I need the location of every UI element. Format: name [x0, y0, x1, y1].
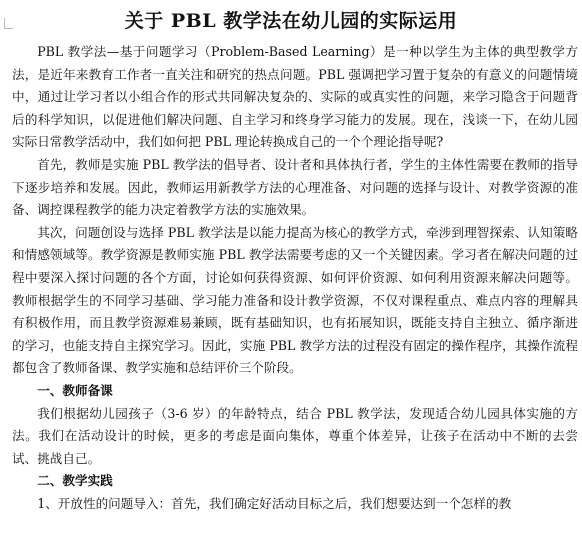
paragraph-intro: PBL 教学法—基于问题学习（Problem-Based Learning）是一种以学生为主体的典型教学方法，是近年来教育工作者一直关注和研究的热点问题。PBL 强调把学习置于复杂的有意义的问题情境中，通过让学习者以小组合作的形式共同解决复杂的、实际的或真实性的问题，来学习隐含于问题背后的科学知识，以促进他们解决问题、自主学习和终身学习能力的发展。现在，浅谈一下，在幼儿园实际日常教学活动中，我们如何把 PBL 理论转换成自己的一个个理论指导呢?	[12, 44, 578, 150]
paragraph-teaching-practice: 1、开放性的问题导入：首先，我们确定好活动目标之后，我们想要达到一个怎样的教	[37, 495, 512, 511]
document-body	[12, 41, 578, 515]
section-heading-teaching-practice: 二、教学实践	[37, 473, 113, 489]
section-heading-lesson-prep: 一、教师备课	[37, 382, 113, 398]
paragraph-second: 其次，问题创设与选择 PBL 教学法是以能力提高为核心的教学方式，牵涉到理智探索、认知策略和情感领域等。教学资源是教师实施 PBL 教学法需要考虑的又一个关键因素。学习者在解决问题的过程中要深入探讨问题的各个方面，讨论如何获得资源、如何评价资源、如何利用资源来解决问题等。教师根据学生的不同学习基础、学习能力准备和设计教学资源，不仅对课程重点、难点内容的理解具有积极作用，而且教学资源难易兼顾，既有基础知识，也有拓展知识，既能支持自主独立、循序渐进的学习，也能支持自主探究学习。因此，实施 PBL 教学方法的过程没有固定的操作程序，其操作流程都包含了教师备课、教学实施和总结评价三个阶段。	[12, 224, 578, 376]
paragraph-first: 首先，教师是实施 PBL 教学法的倡导者、设计者和具体执行者，学生的主体性需要在教师的指导下逐步培养和发展。因此，教师运用新教学方法的心理准备、对问题的选择与设计、对教学资源的准备、调控课程教学的能力决定着教学方法的实施效果。	[12, 156, 578, 218]
document-title: 关于 PBL 教学法在幼儿园的实际运用	[124, 10, 458, 32]
paragraph-lesson-prep: 我们根据幼儿园孩子（3-6 岁）的年龄特点，结合 PBL 教学法，发现适合幼儿园具体实施的方法。我们在活动设计的时候，更多的考虑是面向集体，尊重个体差异，让孩子在活动中不断的去尝试、挑战自己。	[12, 405, 578, 466]
